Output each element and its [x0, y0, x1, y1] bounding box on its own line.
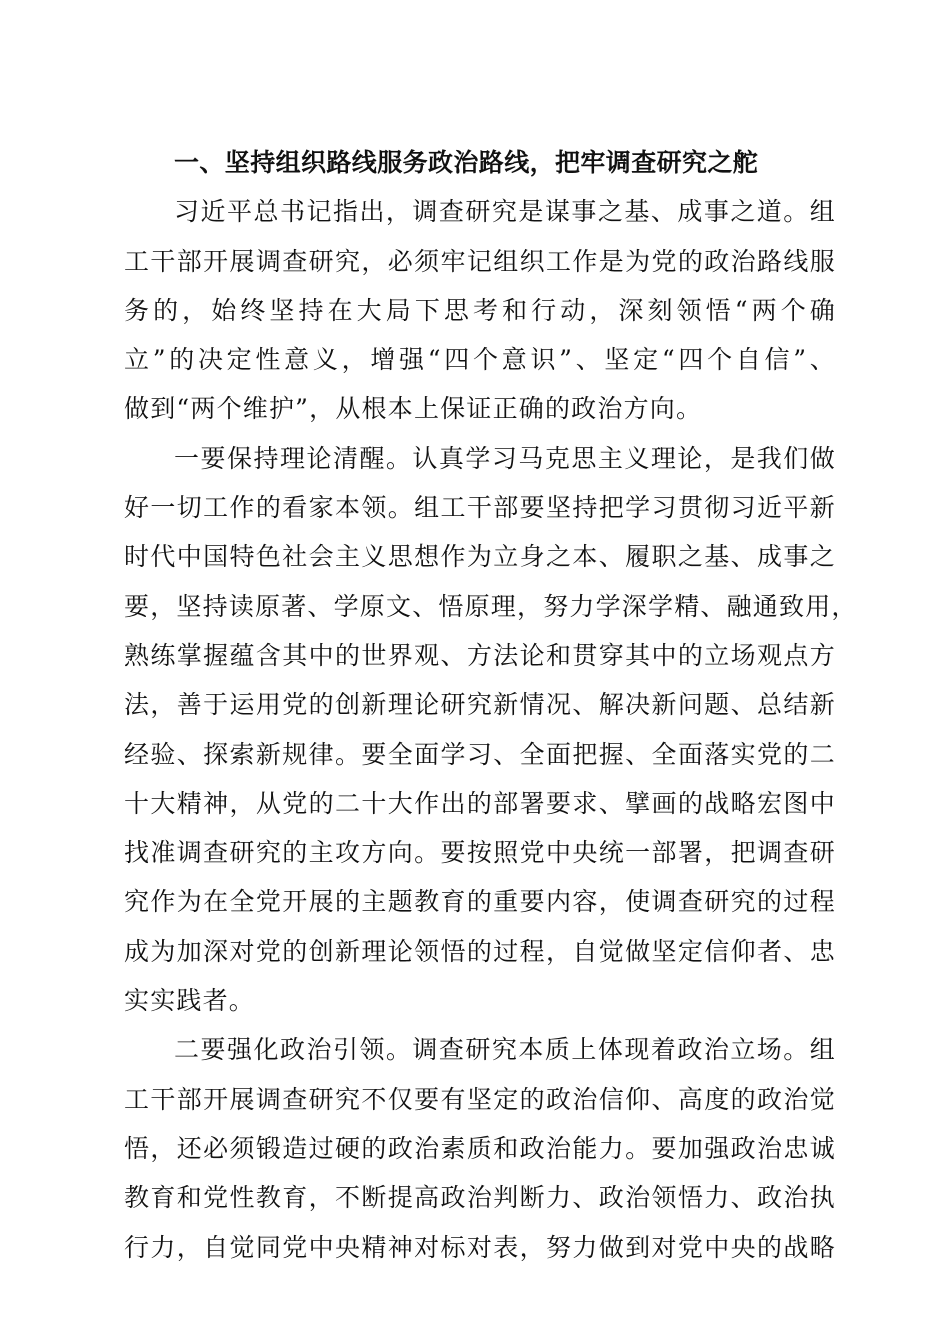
text-line: 行力，自觉同党中央精神对标对表，努力做到对党中央的战略 [124, 1232, 836, 1262]
text-line: 一要保持理论清醒。认真学习马克思主义理论，是我们做 [174, 443, 836, 473]
text-line: 工干部开展调查研究，必须牢记组织工作是为党的政治路线服 [124, 246, 836, 276]
text-line: 二要强化政治引领。调查研究本质上体现着政治立场。组 [174, 1035, 836, 1065]
text-line: 习近平总书记指出，调查研究是谋事之基、成事之道。组 [174, 197, 836, 227]
text-line: 做到“两个维护”，从根本上保证正确的政治方向。 [124, 394, 703, 424]
text-line: 时代中国特色社会主义思想作为立身之本、履职之基、成事之 [124, 542, 836, 572]
text-line: 务的，始终坚持在大局下思考和行动，深刻领悟“两个确 [124, 295, 836, 325]
text-line: 找准调查研究的主攻方向。要按照党中央统一部署，把调查研 [124, 838, 836, 868]
paragraph-intro [124, 187, 836, 433]
text-line: 悟，还必须锻造过硬的政治素质和政治能力。要加强政治忠诚 [124, 1133, 836, 1163]
text-line: 好一切工作的看家本领。组工干部要坚持把学习贯彻习近平新 [124, 493, 836, 523]
text-line: 熟练掌握蕴含其中的世界观、方法论和贯穿其中的立场观点方 [124, 640, 836, 670]
text-line: 立”的决定性意义，增强“四个意识”、坚定“四个自信”、 [124, 345, 836, 375]
text-line: 教育和党性教育，不断提高政治判断力、政治领悟力、政治执 [124, 1183, 836, 1213]
text-line: 法，善于运用党的创新理论研究新情况、解决新问题、总结新 [124, 690, 836, 720]
text-line: 实实践者。 [124, 986, 256, 1016]
text-line: 究作为在全党开展的主题教育的重要内容，使调查研究的过程 [124, 887, 836, 917]
text-line: 经验、探索新规律。要全面学习、全面把握、全面落实党的二 [124, 739, 836, 769]
paragraph-politics [124, 1025, 836, 1271]
text-line: 工干部开展调查研究不仅要有坚定的政治信仰、高度的政治觉 [124, 1084, 836, 1114]
document-body [124, 138, 858, 1272]
text-line: 要，坚持读原著、学原文、悟原理，努力学深学精、融通致用， [124, 591, 858, 621]
paragraph-theory [124, 434, 858, 1026]
section-heading: 一、坚持组织路线服务政治路线，把牢调查研究之舵 [174, 148, 759, 177]
text-line: 十大精神，从党的二十大作出的部署要求、擘画的战略宏图中 [124, 788, 836, 818]
text-line: 成为加深对党的创新理论领悟的过程，自觉做坚定信仰者、忠 [124, 936, 836, 966]
